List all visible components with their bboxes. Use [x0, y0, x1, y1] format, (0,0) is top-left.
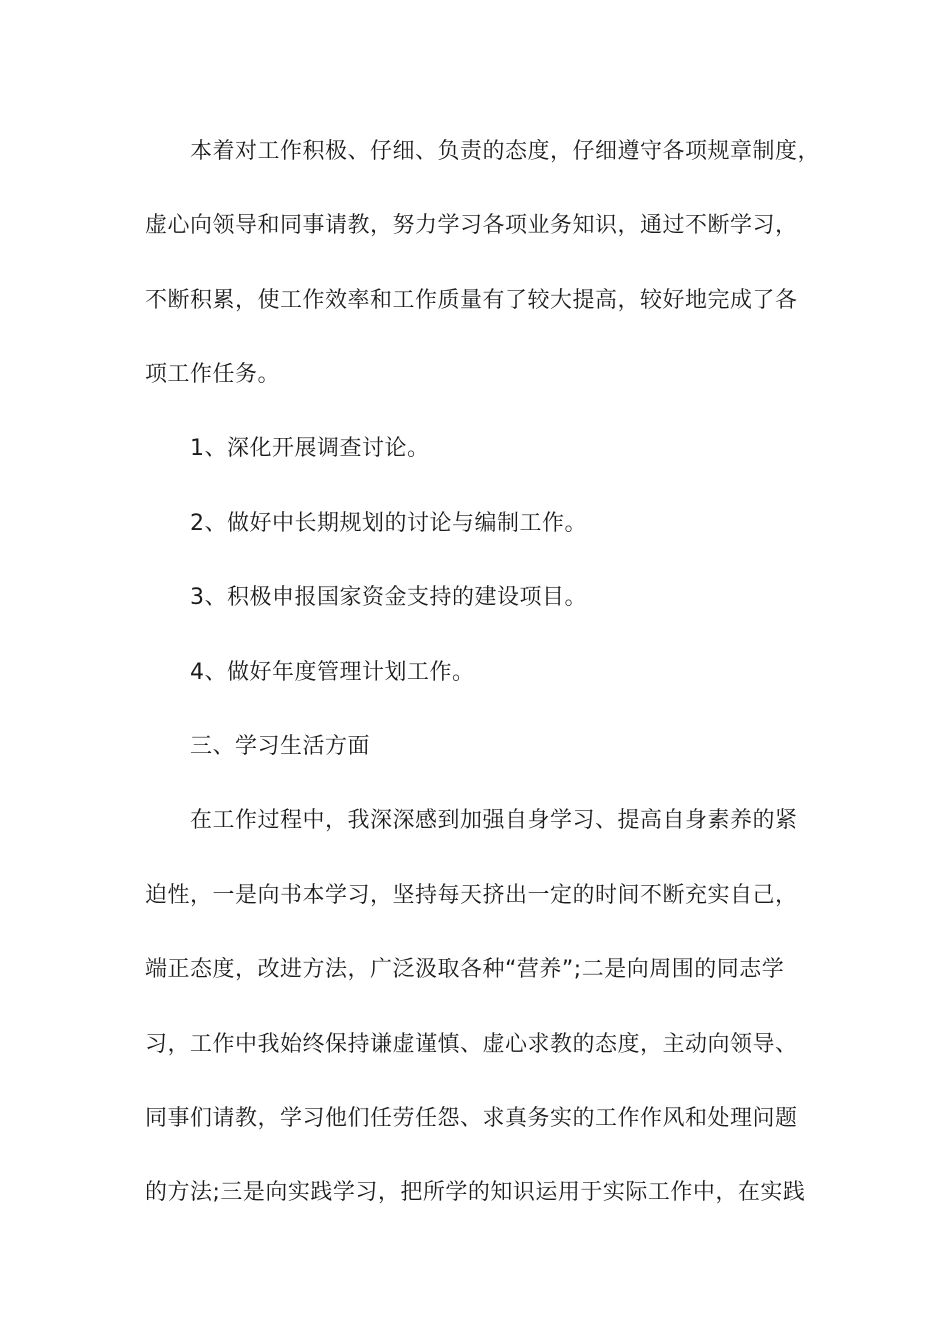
list-item: 1、深化开展调查讨论。 [190, 436, 430, 461]
paragraph-line: 在工作过程中，我深深感到加强自身学习、提高自身素养的紧 [190, 808, 798, 833]
list-item: 3、积极申报国家资金支持的建设项目。 [190, 585, 587, 610]
section-heading: 三、学习生活方面 [190, 734, 371, 759]
paragraph-line: 本着对工作积极、仔细、负责的态度，仔细遵守各项规章制度， [190, 139, 821, 164]
paragraph-line: 的方法;三是向实践学习，把所学的知识运用于实际工作中，在实践 [145, 1180, 806, 1205]
paragraph-line: 迫性，一是向书本学习，坚持每天挤出一定的时间不断充实自己， [145, 883, 798, 908]
paragraph-line: 习，工作中我始终保持谦虚谨慎、虚心求教的态度，主动向领导、 [145, 1032, 798, 1057]
paragraph-line: 端正态度，改进方法，广泛汲取各种“营养”;二是向周围的同志学 [145, 957, 785, 982]
paragraph-line: 不断积累，使工作效率和工作质量有了较大提高，较好地完成了各 [145, 288, 798, 313]
paragraph-line: 虚心向领导和同事请教，努力学习各项业务知识，通过不断学习， [145, 213, 798, 238]
list-item: 2、做好中长期规划的讨论与编制工作。 [190, 511, 587, 536]
list-item: 4、做好年度管理计划工作。 [190, 660, 475, 685]
paragraph-line: 项工作任务。 [145, 362, 281, 387]
paragraph-line: 同事们请教，学习他们任劳任怨、求真务实的工作作风和处理问题 [145, 1106, 798, 1131]
